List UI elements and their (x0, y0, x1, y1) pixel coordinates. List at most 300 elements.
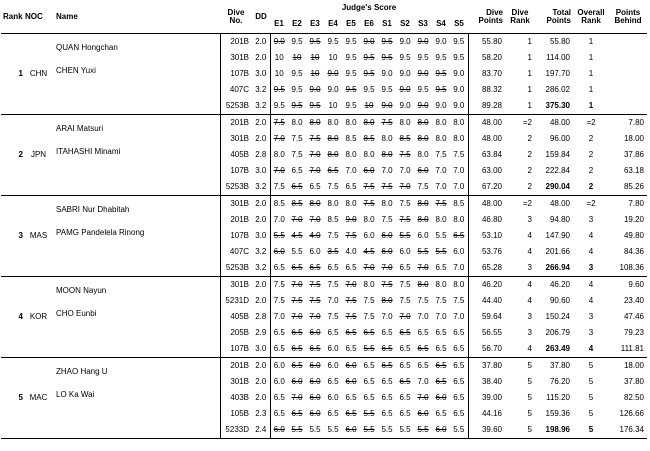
header-overall-rank-line1: Overall (577, 8, 605, 17)
judge-score: 6.0 (327, 393, 339, 402)
judge-score: 9.0 (453, 85, 465, 94)
overall-rank: 5 (573, 422, 609, 439)
dive-points: 48.00 (468, 131, 505, 147)
judge-score: 8.0 (327, 118, 339, 127)
judge-score: 6.0 (399, 247, 411, 256)
judge-score: 7.0 (345, 280, 357, 289)
total-points: 222.84 (545, 166, 570, 175)
judge-score: 6.5 (291, 361, 303, 370)
judge-score: 6.5 (435, 361, 447, 370)
judge-score: 8.0 (417, 215, 429, 224)
overall-rank: 1 (573, 98, 609, 115)
dive-points: 48.00 (468, 196, 505, 213)
judge-score: 4.0 (345, 247, 357, 256)
points-behind: 18.00 (623, 361, 644, 370)
judge-score: 6.5 (288, 341, 306, 358)
judge-score: 6.0 (417, 166, 429, 175)
judge-score: 6.0 (342, 422, 360, 439)
judge-score: 6.5 (345, 328, 357, 337)
dive-rank: 2 (527, 134, 532, 143)
points-behind: 84.36 (623, 247, 644, 256)
judge-score: 9.5 (435, 69, 447, 78)
header-name: Name (52, 1, 220, 34)
team-rank: 3 (1, 196, 25, 277)
dive-rank: 1 (527, 85, 532, 94)
overall-rank: 2 (588, 150, 594, 159)
judge-score: 8.0 (453, 134, 465, 143)
judge-score: 7.5 (453, 150, 465, 159)
judge-score: 7.5 (327, 280, 339, 289)
dive-rank: 3 (527, 312, 532, 321)
degree-of-difficulty: 3.2 (252, 179, 270, 196)
judge-score: 6.5 (270, 341, 288, 358)
judge-score: 7.0 (435, 312, 447, 321)
points-behind: 7.80 (628, 118, 644, 127)
overall-rank: 2 (588, 134, 594, 143)
athlete-name: ARAI Matsuri (56, 124, 104, 133)
dive-rank: 1 (527, 69, 532, 78)
judge-score: 9.5 (291, 85, 303, 94)
judge-score: 5.5 (414, 422, 432, 439)
points-behind: 23.40 (623, 296, 644, 305)
points-behind (609, 66, 647, 82)
judge-score: 4.0 (309, 231, 321, 240)
judge-score: 6.0 (417, 409, 429, 418)
judge-score: 9.5 (327, 37, 339, 46)
judge-score: 5.5 (435, 231, 447, 240)
judge-score: 6.5 (306, 179, 324, 196)
judge-score: 9.0 (399, 85, 411, 94)
judge-score: 5.5 (396, 422, 414, 439)
header-judge-s2: S2 (396, 15, 414, 34)
athlete-name: QUAN Hongchan (56, 43, 118, 52)
dive-points: 46.80 (468, 212, 505, 228)
dive-rank: 3 (505, 260, 535, 277)
judge-score: 9.5 (288, 98, 306, 115)
dive-number: 5253B (220, 260, 252, 277)
points-behind (609, 82, 647, 98)
points-behind: 19.20 (623, 215, 644, 224)
judge-score: 8.0 (381, 296, 393, 305)
total-points: 198.96 (535, 422, 573, 439)
judge-score: 9.5 (306, 98, 324, 115)
judge-score: 7.0 (327, 296, 339, 305)
total-points: 263.49 (535, 341, 573, 358)
judge-score: 9.5 (291, 37, 303, 46)
table-row (1, 196, 647, 213)
total-points: 46.20 (549, 280, 570, 289)
judge-score: 8.0 (345, 150, 357, 159)
judge-score: 7.5 (363, 199, 375, 208)
judge-score: 6.5 (306, 341, 324, 358)
judge-score: 7.5 (435, 150, 447, 159)
dive-number: 301B (230, 199, 249, 208)
total-points: 114.00 (546, 53, 570, 62)
judge-score: 7.0 (270, 163, 288, 179)
judge-score: 6.0 (309, 393, 321, 402)
judge-score: 7.0 (309, 150, 321, 159)
judge-score: 8.0 (417, 199, 429, 208)
judge-score: 6.5 (306, 260, 324, 277)
header-noc: NOC (25, 1, 52, 34)
header-total-points-line1: Total (552, 8, 571, 17)
judge-score: 9.5 (435, 85, 447, 94)
header-dive-points (468, 1, 505, 34)
judge-score: 7.5 (270, 179, 288, 196)
judge-score: 9.5 (363, 53, 375, 62)
judge-score: 8.5 (363, 134, 375, 143)
athlete-name: ITAHASHI Minami (56, 147, 121, 156)
judge-score: 7.0 (309, 312, 321, 321)
overall-rank: 4 (588, 247, 594, 256)
header-overall-rank (573, 1, 609, 34)
judge-score: 6.5 (324, 260, 342, 277)
judge-score: 6.5 (417, 361, 429, 370)
judge-score: 6.0 (345, 361, 357, 370)
dive-rank: 2 (527, 150, 532, 159)
judge-score: 8.0 (363, 118, 375, 127)
judge-score: 7.5 (309, 280, 321, 289)
dive-number: 201B (230, 118, 249, 127)
dive-rank: 1 (505, 98, 535, 115)
judge-score: 7.5 (381, 215, 393, 224)
judge-score: 10 (310, 53, 320, 62)
dive-number: 301B (230, 377, 249, 386)
judge-score: 6.5 (381, 361, 393, 370)
degree-of-difficulty: 2.8 (255, 150, 267, 159)
judge-score: 6.5 (342, 341, 360, 358)
judge-score: 9.0 (414, 98, 432, 115)
judge-score: 8.0 (345, 199, 357, 208)
judge-score: 7.5 (327, 312, 339, 321)
judge-score: 9.5 (453, 37, 465, 46)
points-behind (609, 98, 647, 115)
header-judges-score: Judge's Score (341, 3, 397, 12)
header-judge-s5: S5 (450, 15, 468, 34)
total-points: 147.90 (545, 231, 570, 240)
header-rank: Rank (1, 1, 25, 34)
judge-score: 6.5 (381, 393, 393, 402)
judge-score: 7.5 (291, 296, 303, 305)
degree-of-difficulty: 2.0 (255, 199, 267, 208)
team-rank: 2 (1, 115, 25, 196)
judge-score: 6.5 (432, 260, 450, 277)
dive-rank: 3 (527, 328, 532, 337)
degree-of-difficulty: 3.0 (255, 231, 267, 240)
judge-score: 7.5 (414, 179, 432, 196)
dive-rank: =2 (522, 118, 532, 127)
athlete-name: SABRI Nur Dhabitah (56, 205, 130, 214)
total-points: 266.94 (535, 260, 573, 277)
judge-score: 6.5 (453, 377, 465, 386)
judge-score: 7.5 (378, 179, 396, 196)
dive-rank: 5 (527, 409, 532, 418)
degree-of-difficulty: 3.0 (255, 166, 267, 175)
dive-number: 5231D (225, 296, 249, 305)
judge-score: 6.0 (363, 166, 375, 175)
judge-score: 9.0 (327, 69, 339, 78)
judge-score: 7.0 (417, 312, 429, 321)
team-noc: JPN (25, 115, 52, 196)
judge-score: 9.0 (327, 85, 339, 94)
judge-score: 6.5 (381, 409, 393, 418)
degree-of-difficulty: 2.0 (255, 393, 267, 402)
judge-score: 6.0 (324, 341, 342, 358)
judge-score: 8.0 (327, 199, 339, 208)
judge-score: 7.5 (381, 118, 393, 127)
header-judge-e5: E5 (342, 15, 360, 34)
judge-score: 8.0 (270, 147, 288, 163)
judge-score: 5.5 (417, 247, 429, 256)
judge-score: 7.0 (396, 179, 414, 196)
judge-score: 6.5 (450, 341, 468, 358)
judge-score: 10 (328, 53, 338, 62)
judge-score: 6.0 (270, 374, 288, 390)
judge-score: 9.0 (396, 98, 414, 115)
judge-score: 6.0 (435, 393, 447, 402)
overall-rank: 1 (588, 69, 594, 78)
judge-score: 7.0 (453, 312, 465, 321)
judge-score: 9.5 (417, 53, 429, 62)
points-behind: 79.23 (623, 328, 644, 337)
dive-number: 107B (220, 341, 252, 358)
total-points: 159.36 (545, 409, 570, 418)
judge-score: 9.0 (450, 98, 468, 115)
judge-score: 5.5 (435, 247, 447, 256)
judge-score: 8.0 (435, 215, 447, 224)
judge-score: 6.5 (288, 260, 306, 277)
degree-of-difficulty: 2.0 (255, 134, 267, 143)
judge-score: 6.0 (345, 377, 357, 386)
dive-points: 39.00 (468, 390, 505, 406)
judge-score: 6.0 (381, 231, 393, 240)
judge-score: 7.5 (309, 296, 321, 305)
overall-rank: 1 (588, 37, 594, 46)
judge-score: 9.0 (399, 69, 411, 78)
table-row (1, 277, 647, 294)
judge-score: 6.5 (381, 328, 393, 337)
judge-score: 8.0 (363, 150, 375, 159)
judge-score: 8.0 (363, 215, 375, 224)
judge-score: 9.0 (453, 69, 465, 78)
judge-score: 7.5 (399, 150, 411, 159)
dive-points: 53.76 (468, 244, 505, 260)
judge-score: 6.0 (309, 377, 321, 386)
judge-score: 7.0 (435, 166, 447, 175)
judge-score: 8.0 (327, 150, 339, 159)
athlete-name: CHEN Yuxi (56, 66, 96, 75)
degree-of-difficulty: 2.9 (255, 328, 267, 337)
athlete-name: PAMG Pandelela Rinong (56, 228, 145, 237)
degree-of-difficulty: 2.0 (255, 296, 267, 305)
judge-score: 5.5 (360, 422, 378, 439)
judge-score: 7.5 (327, 231, 339, 240)
total-points: 150.24 (545, 312, 570, 321)
athlete-name: ZHAO Hang U (56, 367, 108, 376)
overall-rank: 3 (573, 260, 609, 277)
judge-score: 9.5 (381, 37, 393, 46)
judge-score: 7.5 (309, 134, 321, 143)
judge-score: 6.5 (399, 361, 411, 370)
overall-rank: 1 (588, 53, 594, 62)
judge-score: 9.5 (399, 53, 411, 62)
team-names (52, 196, 220, 277)
judge-score: 7.5 (381, 280, 393, 289)
overall-rank: 1 (588, 85, 594, 94)
overall-rank: 4 (588, 231, 594, 240)
judge-score: 8.0 (291, 118, 303, 127)
judge-score: 7.5 (345, 296, 357, 305)
judge-score: 7.5 (270, 115, 288, 132)
dive-rank: 4 (505, 341, 535, 358)
judge-score: 9.0 (378, 98, 396, 115)
judge-score: 7.5 (363, 312, 375, 321)
dive-number: 407C (229, 247, 249, 256)
judge-score: 6.5 (399, 409, 411, 418)
dive-points: 59.64 (468, 309, 505, 325)
judge-score: 7.5 (435, 199, 447, 208)
dive-points: 55.80 (468, 34, 505, 51)
team-rank: 5 (1, 358, 25, 439)
judge-score: 7.0 (417, 377, 429, 386)
judge-score: 5.5 (450, 422, 468, 439)
header-points-behind-line2: Behind (614, 16, 642, 25)
athlete-name: LO Ka Wai (56, 390, 95, 399)
judge-score: 6.5 (453, 328, 465, 337)
dive-points: 67.20 (468, 179, 505, 196)
judge-score: 6.5 (327, 328, 339, 337)
dive-points: 53.10 (468, 228, 505, 244)
athlete-name: CHO Eunbi (56, 309, 97, 318)
dive-points: 63.00 (468, 163, 505, 179)
judge-score: 5.5 (399, 231, 411, 240)
judge-score: 9.5 (345, 85, 357, 94)
judge-score: 6.5 (363, 361, 375, 370)
judge-score: 7.5 (399, 199, 411, 208)
judge-score: 4.5 (291, 231, 303, 240)
judge-score: 9.5 (417, 85, 429, 94)
degree-of-difficulty: 2.3 (255, 409, 267, 418)
judge-score: 9.5 (381, 53, 393, 62)
header-judge-e4: E4 (324, 15, 342, 34)
judge-score: 7.0 (378, 260, 396, 277)
points-behind: 47.46 (623, 312, 644, 321)
header-dive-rank-line1: Dive (511, 8, 529, 17)
judge-score: 6.0 (309, 247, 321, 256)
header-dive-points-line2: Points (478, 16, 503, 25)
dive-number: 405B (230, 312, 249, 321)
judge-score: 7.0 (453, 166, 465, 175)
degree-of-difficulty: 2.0 (255, 118, 267, 127)
points-behind: 18.00 (623, 134, 644, 143)
judge-score: 6.0 (291, 377, 303, 386)
judge-score: 5.5 (306, 422, 324, 439)
judge-score: 7.0 (270, 309, 288, 325)
dive-points: 89.28 (468, 98, 505, 115)
dive-points: 38.40 (468, 374, 505, 390)
total-points: 90.60 (549, 296, 570, 305)
dive-number: 301B (230, 53, 249, 62)
judge-score: 10 (292, 53, 302, 62)
dive-rank: 2 (505, 179, 535, 196)
judge-score: 8.0 (381, 134, 393, 143)
judge-score: 9.0 (381, 69, 393, 78)
header-total-points-line2: Points (546, 16, 571, 25)
judge-score: 8.0 (417, 134, 429, 143)
dive-points: 63.84 (468, 147, 505, 163)
judge-score: 9.5 (363, 69, 375, 78)
header-judge-e6: E6 (360, 15, 378, 34)
judge-score: 8.0 (345, 118, 357, 127)
total-points: 375.30 (535, 98, 573, 115)
judge-score: 9.0 (432, 98, 450, 115)
dive-points: 56.55 (468, 325, 505, 341)
team-noc: CHN (25, 34, 52, 115)
degree-of-difficulty: 2.0 (255, 37, 267, 46)
dive-number: 201B (230, 215, 249, 224)
judge-score: 6.5 (270, 406, 288, 422)
points-behind: 49.80 (623, 231, 644, 240)
judge-score: 5.5 (378, 422, 396, 439)
judge-score: 7.5 (270, 293, 288, 309)
judge-score: 6.0 (363, 231, 375, 240)
judge-score: 6.5 (291, 328, 303, 337)
judge-score: 3.5 (327, 247, 339, 256)
degree-of-difficulty: 3.0 (252, 341, 270, 358)
total-points: 94.80 (549, 215, 570, 224)
points-behind: 63.18 (623, 166, 644, 175)
degree-of-difficulty: 2.4 (252, 422, 270, 439)
judge-score: 7.0 (345, 166, 357, 175)
judge-score: 7.0 (450, 260, 468, 277)
judge-score: 7.5 (453, 296, 465, 305)
judge-score: 8.5 (327, 215, 339, 224)
judge-score: 5.5 (363, 409, 375, 418)
degree-of-difficulty: 3.2 (255, 85, 267, 94)
judge-score: 9.5 (345, 69, 357, 78)
judge-score: 7.0 (291, 280, 303, 289)
judge-score: 10 (310, 69, 320, 78)
judge-score: 5.5 (291, 247, 303, 256)
judge-score: 6.5 (453, 361, 465, 370)
judge-score: 6.5 (414, 341, 432, 358)
judge-score: 6.5 (396, 260, 414, 277)
results-body (1, 34, 647, 439)
dive-number: 105B (230, 409, 249, 418)
judge-score: 7.0 (270, 131, 288, 147)
judge-score: 7.5 (291, 134, 303, 143)
judge-score: 7.0 (417, 393, 429, 402)
judge-score: 9.5 (345, 53, 357, 62)
total-points: 37.80 (549, 361, 570, 370)
judge-score: 7.5 (324, 179, 342, 196)
judge-score: 7.5 (345, 231, 357, 240)
dive-rank: 4 (527, 247, 532, 256)
total-points: 290.04 (535, 179, 573, 196)
judge-score: 7.0 (291, 215, 303, 224)
judge-score: 7.0 (309, 215, 321, 224)
judge-score: 8.0 (327, 134, 339, 143)
degree-of-difficulty: 2.0 (255, 280, 267, 289)
judge-score: 6.5 (432, 341, 450, 358)
judge-score: 6.5 (363, 328, 375, 337)
overall-rank: 2 (588, 166, 594, 175)
judge-score: 6.0 (327, 361, 339, 370)
dive-rank: 1 (527, 37, 532, 46)
dive-number: 403B (230, 393, 249, 402)
dive-points: 65.28 (468, 260, 505, 277)
overall-rank: 4 (588, 296, 594, 305)
